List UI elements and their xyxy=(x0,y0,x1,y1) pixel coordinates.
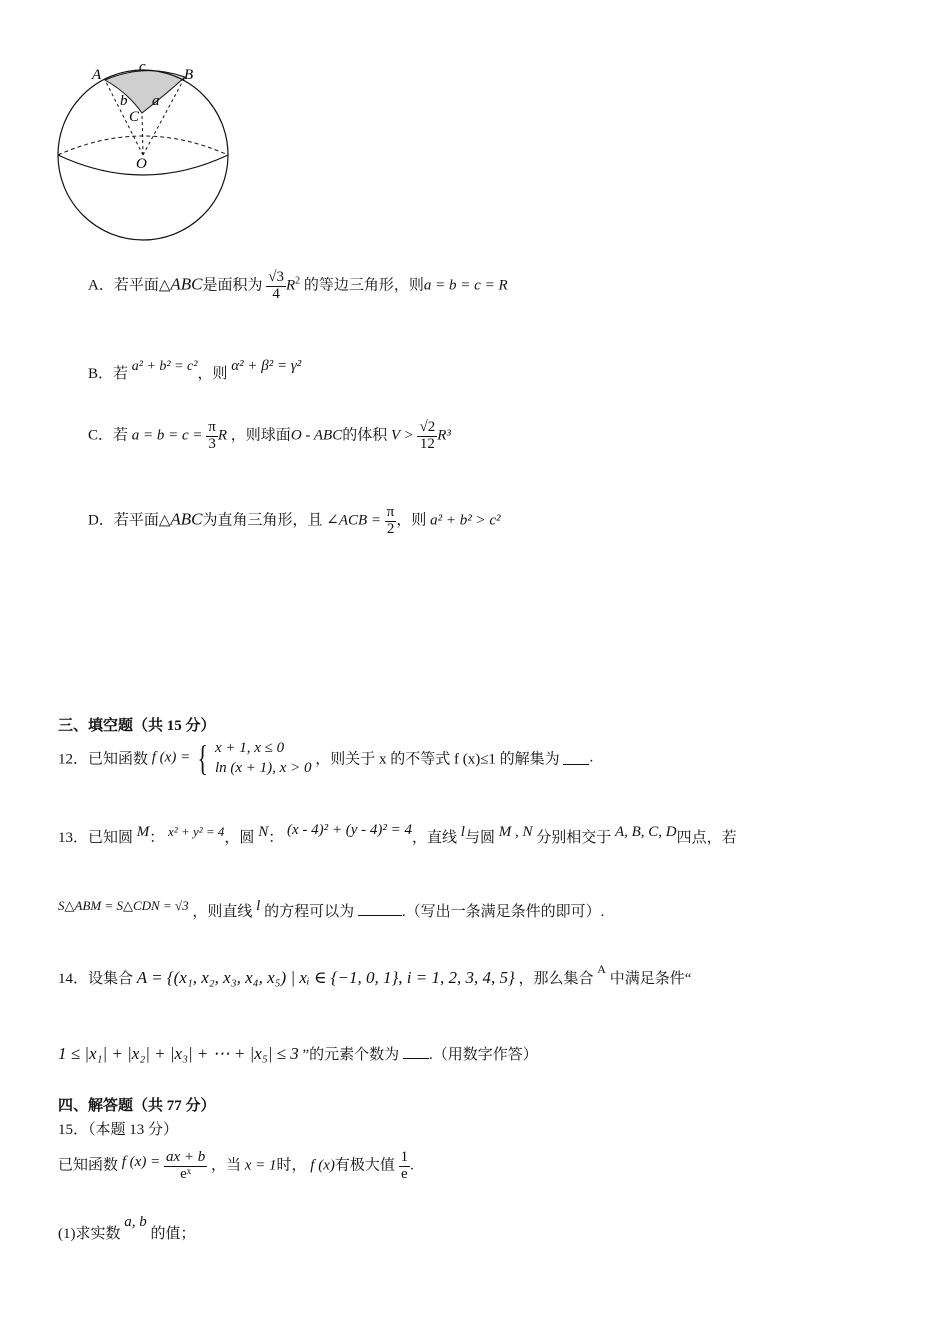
label-B: B xyxy=(184,67,194,83)
sphere-figure xyxy=(50,55,240,245)
option-a: A．若平面△ABC是面积为 $\frac{√3}{4}$ $R^2$ 的等边三角形，则a = b = c = R xyxy=(88,269,508,302)
function-fraction: $\frac{ax + b}{\text{eˣ}}$ xyxy=(165,1149,206,1182)
answer-blank-13[interactable] xyxy=(358,903,402,916)
option-b: B．若 a² + b² = c²，则 α² + β² = γ² xyxy=(88,358,302,382)
piecewise-brace: { xyxy=(197,738,208,778)
label-c: c xyxy=(139,59,146,75)
section-3-title: 三、填空题（共 15 分） xyxy=(58,718,216,734)
piecewise-cases: x + 1, x ≤ 0 ln (x + 1), x > 0 xyxy=(214,740,312,776)
answer-blank-12[interactable] xyxy=(563,752,589,765)
label-C: C xyxy=(129,109,140,125)
question-15-stem: 已知函数 f (x) = $\frac{ax + b}{\text{eˣ}}$ ，当 x = 1时， f (x)有极大值 $\frac{1}{e}$ . xyxy=(58,1149,414,1182)
question-13-line1: 13．已知圆 M： x² + y² = 4，圆 N： (x - 4)² + (y - 4)² = 4，直线 l与圆 M , N 分别相交于 A, B, C, D四点，若 xyxy=(58,822,737,846)
radius-oc xyxy=(142,113,143,155)
question-14-line1: 14．设集合 A = {(x₁, x₂, x₃, x₄, x₅) | xᵢ ∈ {−1, 0, 1}, i = 1, 2, 3, 4, 5} ，那么集合 $^A$ 中满足条件“ xyxy=(58,962,692,987)
area-fraction: $\frac{√3}{4}$ xyxy=(268,269,284,302)
volume-fraction: $\frac{√2}{12}$ xyxy=(419,419,436,452)
question-13-line2: S△ABM = S△CDN = √3 ，则直线 l 的方程可以为 .（写出一条满足条件的即可）. xyxy=(58,898,605,920)
max-value-fraction: $\frac{1}{e}$ xyxy=(400,1149,409,1182)
pi-over-2: $\frac{\pi}{2}$ xyxy=(386,504,395,537)
spherical-triangle-shade xyxy=(105,71,185,113)
pi-over-3: $\frac{\pi}{3}$ xyxy=(208,419,216,452)
question-12: 12．已知函数 f (x) = { x + 1, x ≤ 0 ln (x + 1), x > 0 ，则关于 x 的不等式 f (x)≤1 的解集为 . xyxy=(58,738,594,778)
option-d: D．若平面△ABC为直角三角形，且 ∠ACB = $\frac{\pi}{2}$ ，则 a² + b² > c² xyxy=(88,504,501,537)
answer-blank-14[interactable] xyxy=(403,1046,429,1059)
question-14-line2: 1 ≤ |x₁| + |x₂| + |x₃| + ⋯ + |x₅| ≤ 3 ”的元素个数为 .（用数字作答） xyxy=(58,1044,538,1063)
label-a: a xyxy=(152,93,160,109)
option-c: C．若 a = b = c = $\frac{\pi}{3}$ R ，则球面O - ABC的体积 V > $\frac{√2}{12}$ R³ xyxy=(88,419,451,452)
section-4-title: 四、解答题（共 77 分） xyxy=(58,1098,216,1114)
question-15-head: 15．（本题 13 分） xyxy=(58,1122,179,1138)
label-b: b xyxy=(120,93,128,109)
question-15-part1: (1)求实数 a, b 的值； xyxy=(58,1214,196,1242)
label-O: O xyxy=(136,156,147,172)
label-A: A xyxy=(92,67,102,83)
